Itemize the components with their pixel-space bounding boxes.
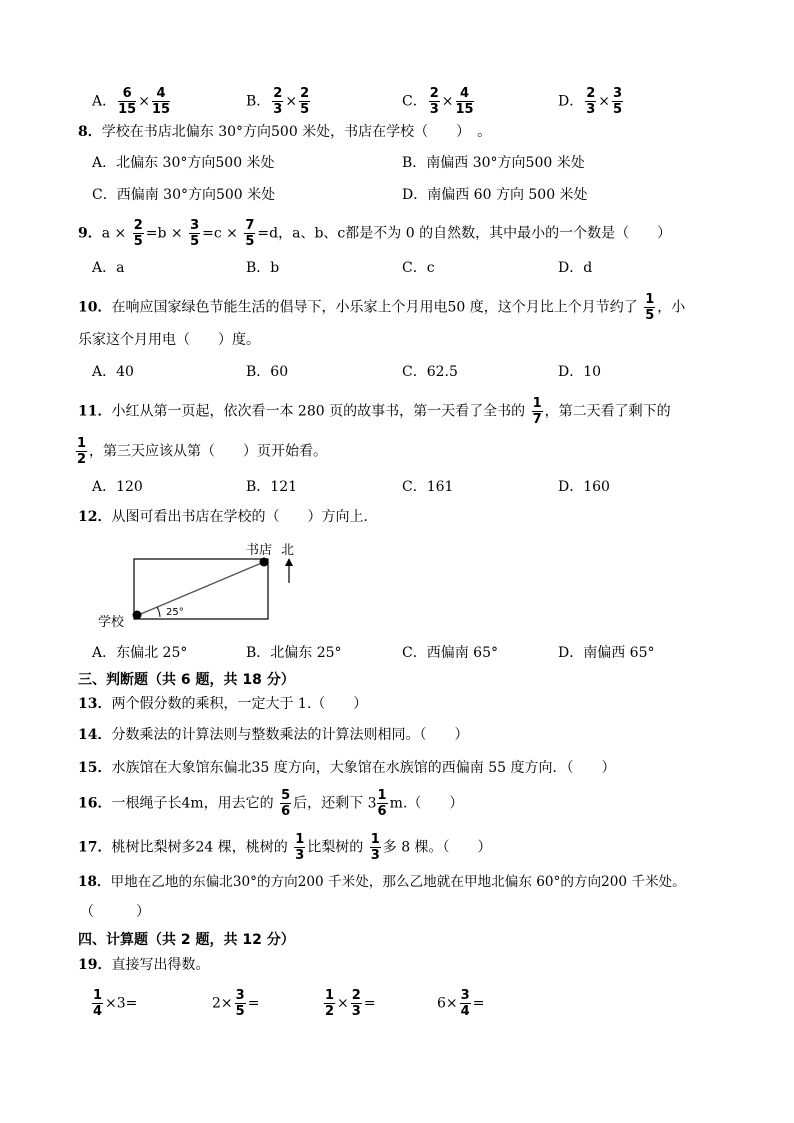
q7-option-a: A． $\frac{6}{15}$ × $\frac{4}{15}$	[92, 86, 171, 117]
q7-option-b: B． $\frac{2}{3}$ × $\frac{2}{5}$	[246, 86, 310, 117]
section-3-heading: 三、判断题（共 6 题，共 18 分）	[78, 672, 295, 688]
school-label: 学校	[98, 615, 125, 630]
q12-option-d: D．南偏西 65°	[558, 645, 655, 661]
shop-dot	[260, 558, 269, 567]
north-label: 北	[281, 543, 295, 558]
q9-option-d: D．d	[558, 260, 593, 276]
q11-option-c: C．161	[402, 479, 454, 495]
question-10: 10．在响应国家绿色节能生活的倡导下，小乐家上个月用电50 度，这个月比上个月节约了 $\frac{1}{5}$ ，小	[78, 292, 686, 323]
q7-option-c: C． $\frac{2}{3}$ × $\frac{4}{15}$	[402, 86, 474, 117]
q10-option-a: A．40	[92, 364, 134, 380]
question-18-line-2: （ ）	[80, 904, 150, 920]
q9-option-c: C．c	[402, 260, 435, 276]
q12-option-a: A．东偏北 25°	[92, 645, 188, 661]
q8-option-b: B．南偏西 30°方向500 米处	[402, 155, 585, 171]
question-19: 19．直接写出得数。	[78, 957, 210, 973]
section-4-heading: 四、计算题（共 2 题，共 12 分）	[78, 932, 295, 948]
angle-label: 25°	[166, 607, 184, 618]
question-16: 16．一根绳子长4m，用去它的 $\frac{5}{6}$ 后，还剩下 3 $\frac{1}{6}$ m.（ ）	[78, 788, 464, 819]
question-18: 18．甲地在乙地的东偏北30°的方向200 千米处，那么乙地就在甲地北偏东 60°的方向200 千米处。	[78, 874, 686, 890]
calc-item-4: 6× $\frac{3}{4}$ =	[437, 988, 485, 1019]
question-13: 13．两个假分数的乘积，一定大于 1.（ ）	[78, 696, 368, 712]
question-11: 11．小红从第一页起，依次看一本 280 页的故事书，第一天看了全书的 $\frac{1}{7}$ ，第二天看了剩下的	[78, 396, 671, 427]
question-10-line-2: 乐家这个月用电（ ）度。	[78, 332, 260, 348]
question-12: 12．从图可看出书店在学校的（ ）方向上．	[78, 509, 378, 525]
q11-option-b: B．121	[246, 479, 298, 495]
question-15: 15．水族馆在大象馆东偏北35 度方向，大象馆在水族馆的西偏南 55 度方向．（ ）	[78, 760, 616, 776]
q7-option-d: D． $\frac{2}{3}$ × $\frac{3}{5}$	[558, 86, 623, 117]
q9-option-a: A．a	[92, 260, 125, 276]
north-arrow-icon	[285, 558, 293, 566]
q12-option-b: B．北偏东 25°	[246, 645, 342, 661]
q8-option-a: A．北偏东 30°方向500 米处	[92, 155, 275, 171]
question-8: 8．学校在书店北偏东 30°方向500 米处，书店在学校（ ） 。	[78, 124, 492, 140]
shop-label: 书店	[246, 543, 273, 558]
calc-item-2: 2× $\frac{3}{5}$ =	[212, 988, 260, 1019]
angle-arc	[157, 607, 160, 617]
q8-option-d: D．南偏西 60 方向 500 米处	[402, 187, 588, 203]
question-17: 17．桃树比梨树多24 棵，桃树的 $\frac{1}{3}$ 比梨树的 $\frac{1}{3}$ 多 8 棵。（ ）	[78, 832, 492, 863]
q8-option-c: C．西偏南 30°方向500 米处	[92, 187, 276, 203]
q12-option-c: C．西偏南 65°	[402, 645, 498, 661]
school-dot	[133, 611, 142, 620]
q11-option-d: D．160	[558, 479, 610, 495]
calc-item-1: $\frac{1}{4}$ ×3=	[93, 988, 138, 1019]
q9-option-b: B．b	[246, 260, 280, 276]
calc-item-3: $\frac{1}{2}$ × $\frac{2}{3}$ =	[325, 988, 376, 1019]
question-11-line-2: $\frac{1}{2}$ ，第三天应该从第（ ）页开始看。	[77, 436, 328, 467]
q10-option-c: C．62.5	[402, 364, 458, 380]
diagram-diagonal	[136, 562, 264, 616]
question-14: 14．分数乘法的计算法则与整数乘法的计算法则相同。（ ）	[78, 727, 469, 743]
q10-option-b: B．60	[246, 364, 289, 380]
direction-diagram	[90, 538, 320, 634]
q11-option-a: A．120	[92, 479, 143, 495]
question-9: 9．a × $\frac{2}{5}$ =b × $\frac{3}{5}$ =c × $\frac{7}{5}$ =d，a、b、c都是不为 0 的自然数，其中最小的一个数是（ ）	[78, 218, 672, 249]
q10-option-d: D．10	[558, 364, 602, 380]
